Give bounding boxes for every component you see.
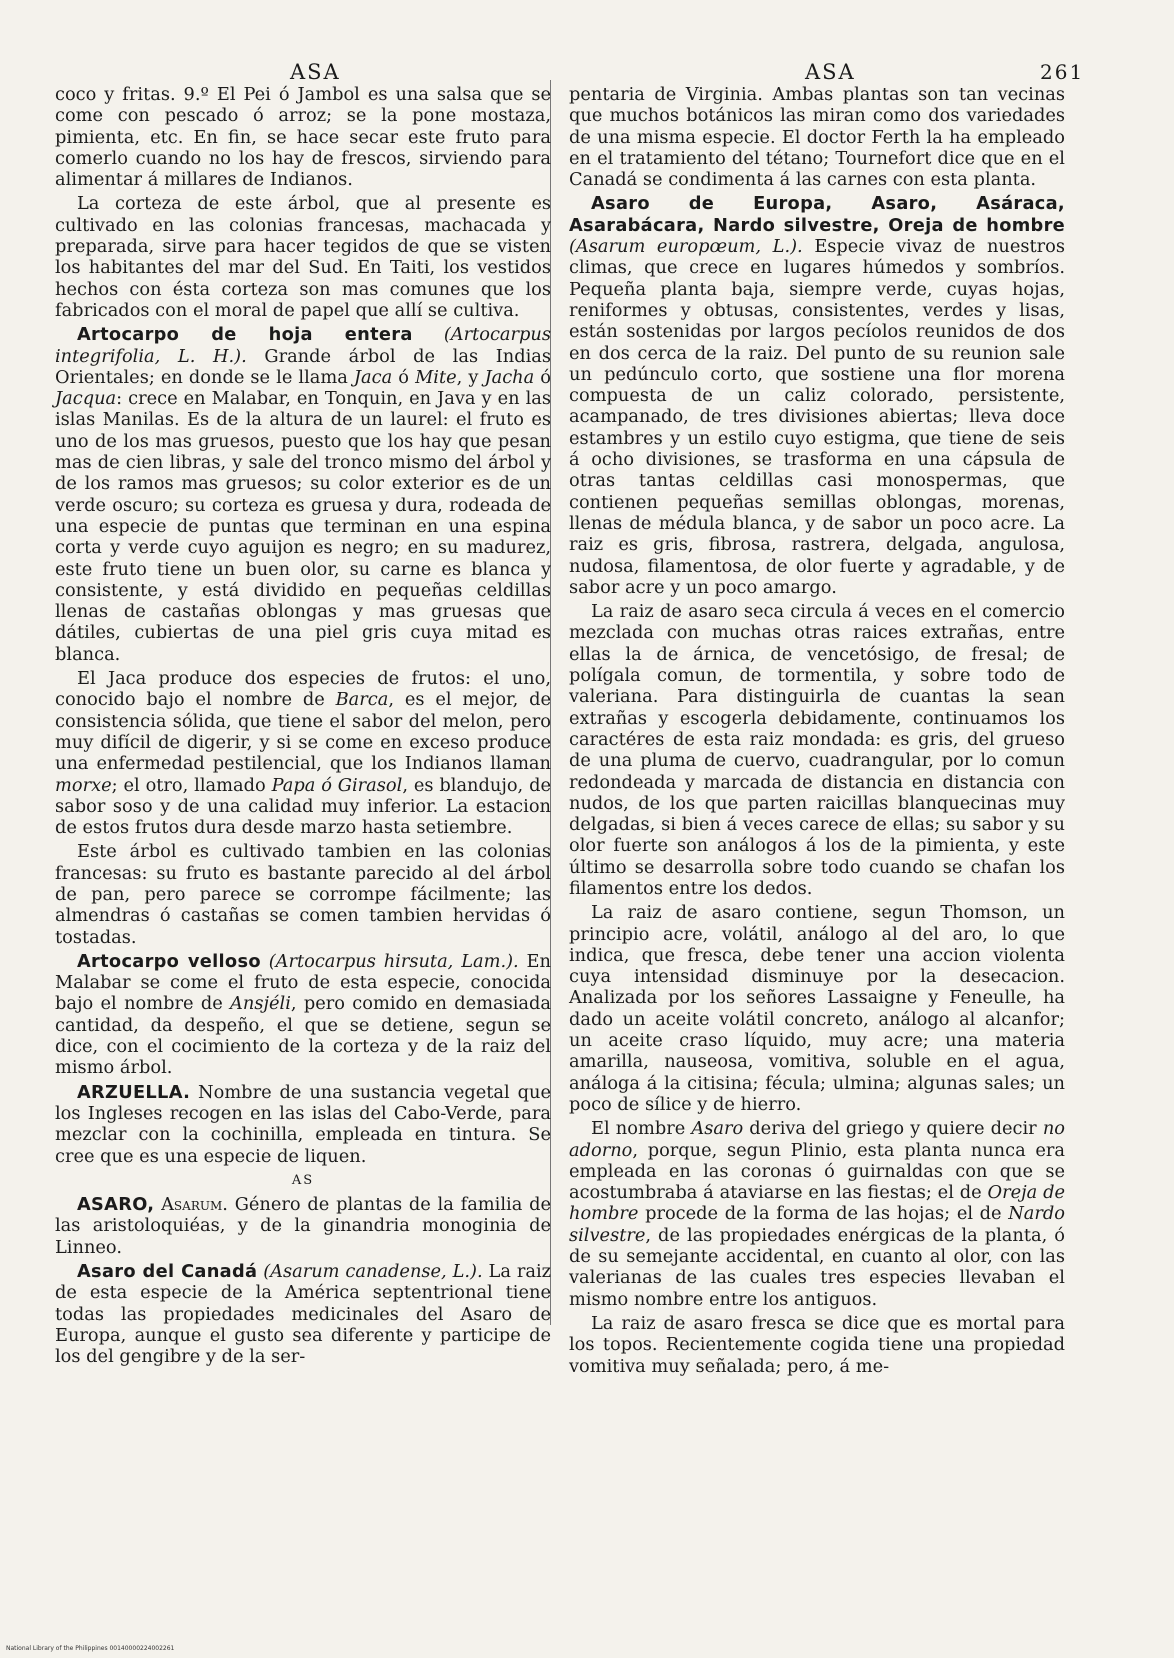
headword: Artocarpo de hoja entera [77,324,413,346]
latin-name: (Artocarpus hirsuta, Lam.). [268,950,519,972]
latin-name: (Asarum europœum, L.). [569,236,803,258]
left-running-head: ASA [290,60,341,84]
entry-asaro-europa: Asaro de Europa, Asaro, Asáraca, Asarabácara, Nardo silvestre, Oreja de hombre (Asarum europœum, L.). Especie vivaz de nuestros climas, que crece en lugares húmedos y sombríos. Pequeña planta baja, siempre verde, cuyas hojas, reniformes y obtusas, consistentes, verdes y lisas, están sostenidas por largos pecíolos reunidos de dos en dos cerca de la raiz. Del punto de su reunion sale un pedúnculo corto, que sostiene una flor morena compuesta de un caliz colorado, persistente, acampanado, de tres divisiones abiertas; lleva doce estambres y un estilo cuyo estigma, que tiene de seis á ocho divisiones, se trasforma en una cápsula de otras tantas celdillas casi monospermas, que contienen pequeñas semillas oblongas, morenas, llenas de médula blanca, y de sabor un poco acre. La raiz es gris, fibrosa, rastrera, delgada, angulosa, nudosa, filamentosa, de olor fuerte y agradable, y de sabor acre y un poco amargo. [569,193,1066,598]
page-number: 261 [1040,60,1085,84]
entry-asaro-canada: Asaro del Canadá (Asarum canadense, L.). La raiz de esta especie de la América septentrional tiene todas las propiedades medicinales del Asaro de Europa, aunque el gusto sea diferente y participe de los del gengibre y de la ser- [55,1261,552,1368]
paragraph: coco y fritas. 9.º El Pei ó Jambol es una salsa que se come con pescado ó arroz; se la pone mostaza, pimienta, etc. En fin, se hace secar este fruto para comerlo cuando no los hay de frescos, sirviendo para alimentar á millares de Indianos. [55,84,551,191]
right-column [569,84,1065,1380]
left-column [55,84,551,1371]
headword: Asaro de Europa, Asaro, Asáraca, Asarabácara, Nardo silvestre, Oreja de hombre [569,193,1065,236]
entry-asaro: ASARO, Asarum. Género de plantas de la familia de las aristoloquiéas, y de la ginandria monoginia de Linneo. [55,1194,551,1258]
scan-source-footer: National Library of the Philippines 00140000224002261 [6,1645,175,1652]
paragraph: La raiz de asaro fresca se dice que es mortal para los topos. Recientemente cogida tiene una propiedad vomitiva muy señalada; pero, á me- [569,1312,1065,1377]
paragraph: pentaria de Virginia. Ambas plantas son tan vecinas que muchos botánicos las miran como dos variedades de una misma especie. El doctor Ferth la ha empleado en el tratamiento del tétano; Tournefort dice que en el Canadá se condimenta á las carnes con esta planta. [569,84,1065,191]
section-mark: AS [291,1172,315,1188]
headword: Artocarpo velloso [77,950,261,972]
entry-arzuella: ARZUELLA. Nombre de una sustancia vegetal que los Ingleses recogen en las islas del Cabo-Verde, para mezclar con la cochinilla, empleada en tintura. Se cree que es una especie de liquen. [55,1081,551,1167]
paragraph: El Jaca produce dos especies de frutos: el uno, conocido bajo el nombre de Barca, es el mejor, de consistencia sólida, que tiene el sabor del melon, pero muy difícil de digerir, y si se come en exceso produce una enfermedad pestilencial, que los Indianos llaman morxe; el otro, llamado Papa ó Girasol, es blandujo, de sabor soso y de una calidad muy inferior. La estacion de estos frutos dura desde marzo hasta setiembre. [55,668,552,839]
paragraph: La raiz de asaro seca circula á veces en el comercio mezclada con muchas otras raices extrañas, entre ellas la de árnica, de vencetósigo, de fresal; de polígala comun, de tormentila, y sobre todo de valeriana. Para distinguirla de cuantas la sean extrañas y escogerla debidamente, continuamos los caractéres de esta raiz mondada: es gris, del grueso de una pluma de cuervo, cuadrangular, por lo comun redondeada y marcada de distancia en distancia con nudos, de los que parten raicillas blanquecinas muy delgadas, si bien á veces carece de ellas; su sabor y su olor fuerte son análogos á los de la pimienta, y este último se desarrolla sobre todo cuando se chafan los filamentos entre los dedos. [569,601,1065,899]
right-running-head: ASA [805,60,856,84]
paragraph: La raiz de asaro contiene, segun Thomson, un principio acre, volátil, análogo al del aro, lo que indica, que fresca, debe tener una accion violenta cuya intensidad disminuye por la desecacion. Analizada por los señores Lassaigne y Feneulle, ha dado un aceite volátil concreto, análogo al alcanfor; un aceite craso líquido, muy acre; una materia amarilla, nauseosa, vomitiva, soluble en el agua, análoga á la citisina; fécula; ulmina; algunas sales; un poco de sílice y de hierro. [569,902,1065,1115]
entry-artocarpo-hoja-entera: Artocarpo de hoja entera (Artocarpus integrifolia, L. H.). Grande árbol de las Indias Orientales; en donde se le llama Jaca ó Mite, y Jacha ó Jacqua: crece en Malabar, en Tonquin, en Java y en las islas Manilas. Es de la altura de un laurel: el fruto es uno de los mas gruesos, puesto que los hay que pesan mas de cien libras, y sale del tronco mismo del árbol y de los ramos mas gruesos; su color exterior es de un verde oscuro; su corteza es gruesa y dura, rodeada de una especie de puntas que terminan en una espina corta y verde cuyo aguijon es negro; en su madurez, este fruto tiene un buen olor, su carne es blanca y consistente, y está dividido en pequeñas celdillas llenas de castañas oblongas y mas gruesas que dátiles, cubiertas de una piel gris cuya mitad es blanca. [55,324,551,665]
paragraph: El nombre Asaro deriva del griego y quiere decir no adorno, porque, segun Plinio, esta planta nunca era empleada en las coronas ó guirnaldas con que se acostumbraba á ataviarse en las fiestas; el de Oreja de hombre procede de la forma de las hojas; el de Nardo silvestre, de las propiedades enérgicas de la planta, ó de su semejante accidental, en cuanto al olor, con las valerianas de las cuales tres especies llevaban el mismo nombre entre los antiguos. [569,1118,1065,1310]
headword: ARZUELLA. [77,1081,191,1103]
entry-artocarpo-velloso: Artocarpo velloso (Artocarpus hirsuta, Lam.). En Malabar se come el fruto de esta especie, conocida bajo el nombre de Ansjéli, pero comido en demasiada cantidad, da despeño, el que se detiene, segun se dice, con el cocimiento de la corteza y de la raiz del mismo árbol. [55,950,551,1079]
headword: Asaro del Canadá [77,1261,258,1283]
latin-name: (Artocarpus integrifolia, L. H.). [55,324,551,367]
latin-name: (Asarum canadense, L.). [263,1261,483,1283]
paragraph: La corteza de este árbol, que al presente es cultivado en las colonias francesas, machacada y preparada, sirve para hacer tegidos de que se visten los habitantes del mar del Sud. En Taiti, los vestidos hechos con ésta corteza son mas comunes que los fabricados con el moral de papel que allí se cultiva. [55,193,551,321]
paragraph: Este árbol es cultivado tambien en las colonias francesas: su fruto es bastante parecido al del árbol de pan, pero parece se corrompe fácilmente; las almendras ó castañas se comen tambien hervidas ó tostadas. [55,841,551,948]
headword: ASARO, [77,1194,155,1216]
